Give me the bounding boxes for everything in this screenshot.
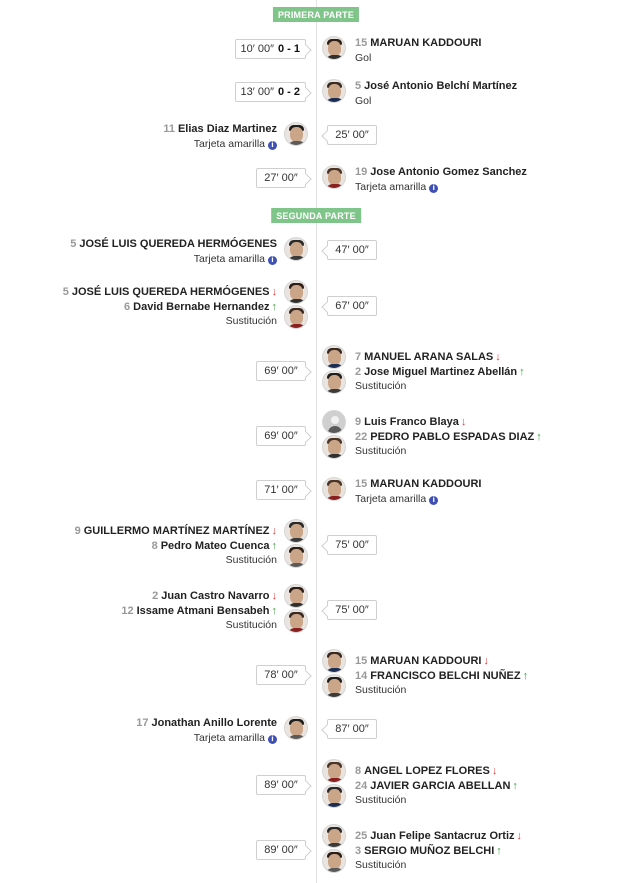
player-name[interactable]: MARUAN KADDOURI (370, 655, 482, 667)
event-text (355, 415, 542, 459)
player-avatar[interactable] (322, 345, 346, 369)
player-avatar[interactable] (284, 519, 308, 543)
player-avatar[interactable] (322, 36, 346, 60)
event-time: 75′ 00″ (335, 604, 369, 616)
player-name[interactable]: MARUAN KADDOURI (370, 478, 482, 490)
player-number: 11 (163, 123, 175, 135)
avatar-face (328, 789, 341, 804)
avatar-shirt (287, 141, 307, 146)
event-text (355, 654, 528, 698)
player-avatar[interactable] (284, 122, 308, 146)
event-label (121, 618, 277, 633)
event-text (70, 237, 277, 266)
player-name[interactable]: JOSÉ LUIS QUEREDA HERMÓGENES (71, 286, 270, 298)
event-label (355, 858, 522, 873)
info-icon[interactable]: i (268, 256, 277, 265)
event-label (355, 51, 481, 66)
player-line[interactable] (75, 524, 277, 539)
arrow-up-icon: ↑ (496, 844, 502, 857)
event-text (136, 716, 277, 745)
player-name[interactable]: José Antonio Belchí Martínez (364, 80, 518, 92)
event-avatars (322, 410, 346, 459)
player-line[interactable] (63, 285, 277, 300)
event-time-box (256, 426, 306, 446)
player-number: 8 (355, 765, 362, 777)
event-label (355, 180, 527, 195)
timeline-event (0, 519, 639, 571)
player-name[interactable]: Luis Franco Blaya (364, 416, 459, 428)
player-number: 15 (355, 655, 368, 667)
avatar-shirt (325, 843, 345, 848)
info-icon[interactable]: i (268, 735, 277, 744)
event-time-box (235, 82, 307, 102)
player-avatar[interactable] (284, 584, 308, 608)
info-icon[interactable]: i (268, 141, 277, 150)
player-name[interactable]: MANUEL ARANA SALAS (364, 351, 494, 363)
event-time-box (256, 361, 306, 381)
player-line[interactable] (163, 122, 277, 137)
avatar-shirt (325, 98, 345, 103)
player-avatar[interactable] (284, 716, 308, 740)
player-number: 14 (355, 669, 368, 682)
timeline-event (0, 649, 639, 701)
period-badge-first: PRIMERA PARTE (273, 7, 359, 22)
event-time: 69′ 00″ (264, 365, 298, 377)
event-time-box (327, 719, 377, 739)
player-name[interactable]: Pedro Mateo Cuenca (160, 539, 270, 552)
player-name[interactable]: Issame Atmani Bensabeh (136, 604, 270, 617)
arrow-up-icon: ↑ (512, 779, 518, 792)
avatar-face (290, 127, 303, 142)
arrow-up-icon: ↑ (536, 430, 542, 443)
event-label (70, 252, 277, 267)
event-time: 13′ 00″ (240, 86, 274, 98)
event-type: Sustitución (355, 859, 407, 871)
avatar-shirt (287, 735, 307, 740)
arrow-down-icon: ↓ (495, 351, 501, 363)
avatar-face (290, 524, 303, 539)
player-name[interactable]: Jose Miguel Martinez Abellán (364, 365, 518, 378)
player-number: 8 (151, 539, 158, 552)
avatar-shirt (287, 256, 307, 261)
player-line[interactable] (355, 365, 525, 380)
player-number: 2 (355, 365, 362, 378)
player-line[interactable] (355, 79, 517, 94)
event-time: 75′ 00″ (335, 539, 369, 551)
event-text (355, 350, 525, 394)
event-avatars (322, 36, 346, 60)
player-line[interactable] (355, 654, 528, 669)
avatar-face (290, 310, 303, 325)
event-label (355, 94, 517, 109)
avatar-shirt (328, 426, 342, 434)
event-text (355, 829, 522, 873)
player-line[interactable] (70, 237, 277, 252)
player-number: 24 (355, 779, 368, 792)
player-name[interactable]: David Bernabe Hernandez (133, 300, 270, 313)
player-avatar[interactable] (322, 674, 346, 698)
player-number: 6 (124, 300, 131, 313)
event-text (355, 764, 518, 808)
avatar-shirt (325, 778, 345, 783)
player-avatar[interactable] (322, 649, 346, 673)
event-type: Tarjeta amarilla (355, 492, 427, 505)
event-label (355, 683, 528, 698)
event-time: 71′ 00″ (264, 484, 298, 496)
player-number: 15 (355, 37, 368, 49)
avatar-face (290, 589, 303, 604)
event-type: Tarjeta amarilla (193, 252, 265, 265)
player-line[interactable] (355, 36, 481, 51)
avatar-face (328, 170, 341, 185)
avatar-shirt (287, 603, 307, 608)
player-line[interactable] (355, 669, 528, 684)
avatar-shirt (325, 184, 345, 189)
timeline-event (0, 477, 639, 503)
avatar-face (328, 84, 341, 99)
avatar-shirt (325, 668, 345, 673)
player-line[interactable] (121, 604, 277, 619)
event-text (63, 285, 277, 329)
event-label (136, 731, 277, 746)
arrow-down-icon: ↓ (516, 830, 523, 842)
avatar-face (328, 854, 341, 869)
arrow-down-icon: ↓ (271, 525, 277, 537)
player-line[interactable] (63, 300, 277, 315)
avatar-shirt (287, 324, 307, 329)
player-avatar[interactable] (322, 849, 346, 873)
player-line[interactable] (355, 430, 542, 445)
avatar-shirt (287, 299, 307, 304)
avatar-shirt (325, 693, 345, 698)
avatar-shirt (325, 868, 345, 873)
arrow-down-icon: ↓ (271, 590, 277, 602)
arrow-up-icon: ↑ (271, 539, 277, 552)
arrow-up-icon: ↑ (271, 300, 277, 313)
player-avatar[interactable] (284, 280, 308, 304)
player-name[interactable]: Juan Castro Navarro (161, 590, 270, 602)
timeline-event (0, 122, 639, 148)
avatar-face (328, 764, 341, 779)
event-avatars (284, 237, 308, 261)
event-time: 67′ 00″ (335, 300, 369, 312)
player-number: 9 (74, 525, 81, 537)
player-name[interactable]: FRANCISCO BELCHI NUÑEZ (370, 669, 521, 682)
event-time: 27′ 00″ (264, 172, 298, 184)
event-avatars (322, 345, 346, 394)
player-name[interactable]: MARUAN KADDOURI (370, 37, 482, 49)
event-avatars (322, 649, 346, 698)
event-text (355, 36, 481, 65)
event-avatars (322, 165, 346, 189)
player-avatar[interactable] (322, 477, 346, 501)
player-number: 5 (355, 80, 362, 92)
period-badge-second: SEGUNDA PARTE (271, 208, 361, 223)
event-time-box (256, 480, 306, 500)
event-time: 78′ 00″ (264, 669, 298, 681)
avatar-face (328, 829, 341, 844)
arrow-up-icon: ↑ (519, 365, 525, 378)
timeline-event (0, 716, 639, 742)
info-icon[interactable]: i (429, 496, 438, 505)
arrow-down-icon: ↓ (483, 655, 489, 667)
event-type: Sustitución (225, 315, 277, 327)
avatar-face (331, 416, 339, 424)
event-text (75, 524, 277, 568)
event-time-box (256, 168, 306, 188)
player-avatar[interactable] (322, 165, 346, 189)
player-line[interactable] (355, 415, 542, 430)
event-time-box (327, 296, 377, 316)
event-time-box (256, 840, 306, 860)
player-line[interactable] (355, 829, 522, 844)
player-number: 25 (355, 830, 368, 842)
arrow-up-icon: ↑ (271, 604, 277, 617)
avatar-shirt (325, 454, 345, 459)
avatar-shirt (287, 538, 307, 543)
event-avatars (322, 477, 346, 501)
event-time-box (256, 775, 306, 795)
event-type: Sustitución (355, 445, 407, 457)
timeline-event (0, 237, 639, 263)
avatar-shirt (325, 803, 345, 808)
player-number: 2 (152, 590, 159, 602)
player-line[interactable] (355, 477, 481, 492)
player-avatar[interactable] (322, 784, 346, 808)
timeline-event (0, 345, 639, 397)
event-time-box (327, 600, 377, 620)
timeline-event (0, 584, 639, 636)
event-avatars (284, 122, 308, 146)
player-avatar[interactable] (322, 79, 346, 103)
event-label (355, 379, 525, 394)
event-label (355, 444, 542, 459)
player-avatar[interactable] (284, 609, 308, 633)
player-name[interactable]: SERGIO MUÑOZ BELCHI (364, 844, 495, 857)
avatar-shirt (287, 628, 307, 633)
avatar-face (328, 440, 341, 455)
timeline-event (0, 280, 639, 332)
event-type: Sustitución (225, 554, 277, 566)
event-label (75, 553, 277, 568)
player-avatar[interactable] (322, 410, 346, 434)
event-text (355, 477, 481, 506)
event-avatars (322, 824, 346, 873)
timeline-event (0, 410, 639, 462)
event-avatars (284, 519, 308, 568)
player-name[interactable]: GUILLERMO MARTÍNEZ MARTÍNEZ (83, 525, 270, 537)
player-number: 3 (355, 844, 362, 857)
event-time: 25′ 00″ (335, 129, 369, 141)
player-line[interactable] (355, 165, 527, 180)
event-time: 87′ 00″ (335, 723, 369, 735)
player-avatar[interactable] (284, 305, 308, 329)
event-time: 89′ 00″ (264, 779, 298, 791)
player-name[interactable]: PEDRO PABLO ESPADAS DIAZ (370, 430, 535, 443)
avatar-shirt (325, 364, 345, 369)
player-name[interactable]: Jose Antonio Gomez Sanchez (370, 166, 527, 178)
avatar-face (290, 285, 303, 300)
player-avatar[interactable] (322, 824, 346, 848)
timeline-event (0, 824, 639, 876)
event-type: Tarjeta amarilla (193, 137, 265, 150)
player-number: 22 (355, 430, 368, 443)
avatar-face (328, 350, 341, 365)
arrow-up-icon: ↑ (522, 669, 529, 682)
event-avatars (284, 716, 308, 740)
event-text (121, 589, 277, 633)
avatar-face (328, 654, 341, 669)
avatar-shirt (325, 389, 345, 394)
player-line[interactable] (355, 350, 525, 365)
avatar-face (290, 614, 303, 629)
event-type: Tarjeta amarilla (193, 731, 265, 744)
event-text (355, 79, 517, 108)
info-icon[interactable]: i (429, 184, 438, 193)
event-type: Sustitución (225, 619, 277, 631)
player-number: 5 (70, 238, 77, 250)
arrow-down-icon: ↓ (491, 765, 498, 777)
event-label (63, 314, 277, 329)
event-time: 47′ 00″ (335, 244, 369, 256)
event-time-box (327, 535, 377, 555)
event-avatars (284, 280, 308, 329)
player-name[interactable]: JOSÉ LUIS QUEREDA HERMÓGENES (79, 238, 277, 250)
player-avatar[interactable] (284, 544, 308, 568)
player-name[interactable]: Jonathan Anillo Lorente (151, 717, 277, 729)
event-time-box (256, 665, 306, 685)
event-type: Sustitución (355, 380, 407, 392)
timeline-event (0, 36, 639, 62)
player-number: 5 (62, 286, 69, 298)
arrow-down-icon: ↓ (460, 416, 467, 428)
avatar-face (290, 549, 303, 564)
event-time-box (235, 39, 307, 59)
player-name[interactable]: Juan Felipe Santacruz Ortiz (370, 830, 515, 842)
player-avatar[interactable] (322, 759, 346, 783)
timeline-event (0, 759, 639, 811)
avatar-shirt (287, 563, 307, 568)
player-line[interactable] (355, 844, 522, 859)
event-score: 0 - 2 (277, 86, 300, 98)
event-type: Gol (355, 51, 372, 64)
event-avatars (322, 759, 346, 808)
player-number: 12 (121, 604, 134, 617)
event-type: Gol (355, 94, 372, 107)
timeline-event (0, 79, 639, 105)
player-name[interactable]: JAVIER GARCIA ABELLAN (370, 779, 511, 792)
player-line[interactable] (75, 539, 277, 554)
player-avatar[interactable] (322, 435, 346, 459)
player-name[interactable]: Elias Diaz Martinez (177, 123, 277, 135)
event-time-box (327, 240, 377, 260)
player-number: 15 (355, 478, 368, 490)
player-line[interactable] (355, 764, 518, 779)
event-text (355, 165, 527, 194)
event-label (355, 492, 481, 507)
event-label (355, 793, 518, 808)
event-time: 10′ 00″ (240, 43, 274, 55)
avatar-shirt (325, 496, 345, 501)
player-avatar[interactable] (284, 237, 308, 261)
avatar-face (290, 242, 303, 257)
event-time-box (327, 125, 377, 145)
event-type: Sustitución (355, 684, 407, 696)
event-label (163, 137, 277, 152)
player-line[interactable] (136, 716, 277, 731)
player-line[interactable] (355, 779, 518, 794)
player-line[interactable] (121, 589, 277, 604)
event-avatars (284, 584, 308, 633)
player-number: 19 (355, 166, 368, 178)
player-number: 9 (355, 416, 362, 428)
arrow-down-icon: ↓ (271, 286, 277, 298)
avatar-face (328, 679, 341, 694)
player-number: 7 (355, 351, 362, 363)
event-text (163, 122, 277, 151)
event-time: 69′ 00″ (264, 430, 298, 442)
avatar-face (328, 375, 341, 390)
avatar-face (328, 41, 341, 56)
event-type: Sustitución (355, 794, 407, 806)
avatar-shirt (325, 55, 345, 60)
event-type: Tarjeta amarilla (355, 180, 427, 193)
player-avatar[interactable] (322, 370, 346, 394)
timeline-event (0, 165, 639, 191)
event-avatars (322, 79, 346, 103)
event-score: 0 - 1 (277, 43, 300, 55)
event-time: 89′ 00″ (264, 844, 298, 856)
player-number: 17 (136, 717, 149, 729)
avatar-face (290, 721, 303, 736)
avatar-face (328, 482, 341, 497)
player-name[interactable]: ANGEL LOPEZ FLORES (364, 765, 490, 777)
